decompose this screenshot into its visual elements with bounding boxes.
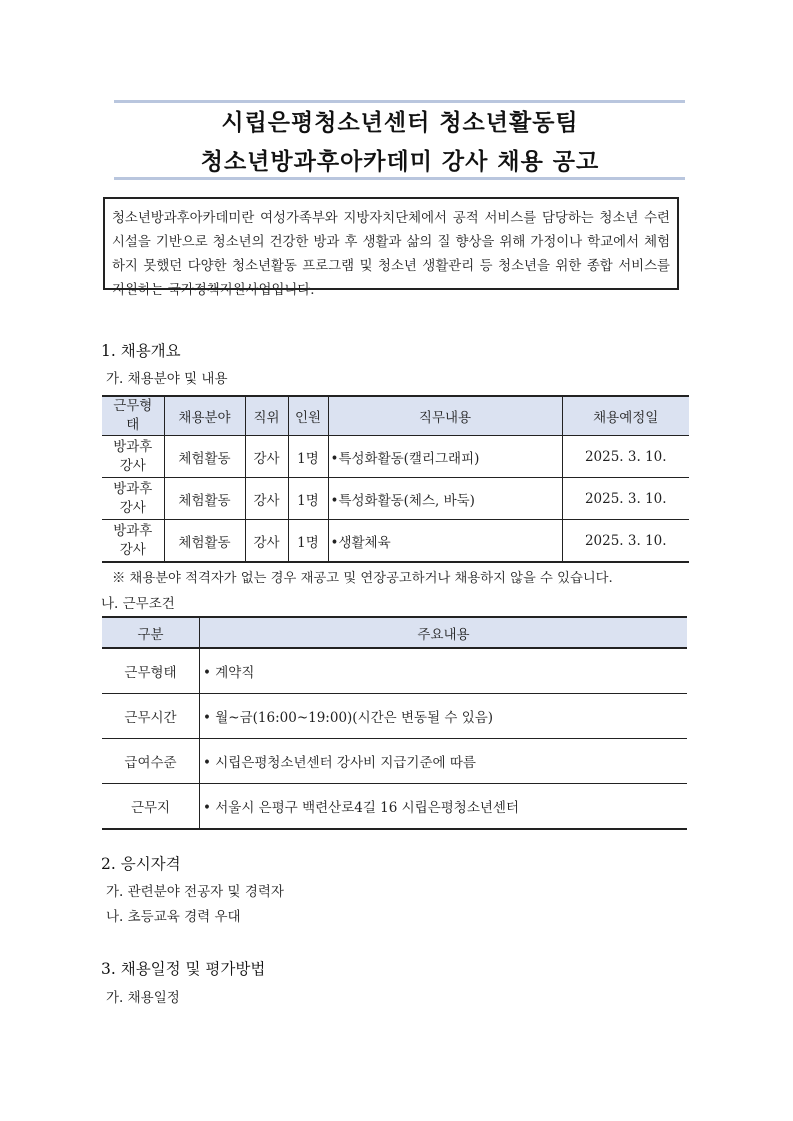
section-1-sub-a: 가. 채용분야 및 내용 <box>106 371 228 387</box>
section-2-item-a: 가. 관련분야 전공자 및 경력자 <box>106 884 284 900</box>
header-date: 채용예정일 <box>562 396 689 436</box>
title-line-2: 청소년방과후아카데미 강사 채용 공고 <box>200 148 600 175</box>
row-duty: •생활체육 <box>328 520 562 563</box>
recruitment-note: ※ 채용분야 적격자가 없는 경우 재공고 및 연장공고하거나 채용하지 않을 수 있습니다. <box>112 571 613 586</box>
header-work-type-line1: 근무형 <box>113 398 153 414</box>
header-content: 주요내용 <box>200 617 688 648</box>
row-count: 1명 <box>288 478 328 520</box>
row-position: 강사 <box>245 478 288 520</box>
table-row <box>102 784 687 830</box>
row-duty: •특성화활동(체스, 바둑) <box>328 478 562 520</box>
row-duty: •특성화활동(캘리그래피) <box>328 436 562 478</box>
row-work-type-line1: 방과후 <box>113 522 153 539</box>
condition-value: • 월~금(16:00~19:00)(시간은 변동될 수 있음) <box>200 694 688 739</box>
section-2-heading: 2. 응시자격 <box>101 855 181 873</box>
recruitment-table-header <box>102 396 689 436</box>
table-row <box>102 520 689 563</box>
section-3-heading: 3. 채용일정 및 평가방법 <box>101 960 266 978</box>
row-field: 체험활동 <box>164 478 245 520</box>
condition-label: 근무지 <box>102 784 200 830</box>
header-duty: 직무내용 <box>328 396 562 436</box>
header-category: 구분 <box>102 617 200 648</box>
row-count: 1명 <box>288 520 328 563</box>
section-3-item-a: 가. 채용일정 <box>106 990 180 1006</box>
table-row <box>102 648 687 694</box>
table-row <box>102 739 687 784</box>
row-date: 2025. 3. 10. <box>562 520 689 563</box>
row-date: 2025. 3. 10. <box>562 436 689 478</box>
section-2-item-b: 나. 초등교육 경력 우대 <box>106 909 241 925</box>
row-count: 1명 <box>288 436 328 478</box>
title-bottom-rule <box>114 177 685 180</box>
row-work-type-line2: 강사 <box>119 457 146 474</box>
header-work-type-line2: 태 <box>126 417 140 433</box>
intro-box: 청소년방과후아카데미란 여성가족부와 지방자치단체에서 공적 서비스를 담당하는 청소년 수련시설을 기반으로 청소년의 건강한 방과 후 생활과 삶의 질 향상을 위해 가정이나 학교에서 체험하지 못했던 다양한 청소년활동 프로그램 및 청소년 생활관리 등 청소년을 위한 종합 서비스를 지원하는 국가정책지원사업입니다. <box>103 197 679 290</box>
row-date: 2025. 3. 10. <box>562 478 689 520</box>
row-position: 강사 <box>245 520 288 563</box>
section-1-heading: 1. 채용개요 <box>101 342 181 360</box>
header-work-type <box>102 396 164 436</box>
recruitment-table <box>102 395 689 563</box>
condition-value: • 계약직 <box>200 648 688 694</box>
title-line-1: 시립은평청소년센터 청소년활동팀 <box>221 109 579 136</box>
condition-label: 급여수준 <box>102 739 200 784</box>
condition-label: 근무형태 <box>102 648 200 694</box>
row-field: 체험활동 <box>164 436 245 478</box>
table-row <box>102 436 689 478</box>
conditions-table-header <box>102 617 687 648</box>
conditions-table <box>102 616 687 830</box>
table-row <box>102 478 689 520</box>
condition-value: • 시립은평청소년센터 강사비 지급기준에 따름 <box>200 739 688 784</box>
table-row <box>102 694 687 739</box>
row-work-type-line1: 방과후 <box>113 480 153 497</box>
row-work-type-line2: 강사 <box>119 499 146 516</box>
row-work-type-line2: 강사 <box>119 541 146 558</box>
header-field: 채용분야 <box>164 396 245 436</box>
section-1-sub-b: 나. 근무조건 <box>101 596 175 612</box>
row-field: 체험활동 <box>164 520 245 563</box>
title-top-rule <box>114 100 685 103</box>
row-position: 강사 <box>245 436 288 478</box>
condition-value: • 서울시 은평구 백련산로4길 16 시립은평청소년센터 <box>200 784 688 830</box>
condition-label: 근무시간 <box>102 694 200 739</box>
header-position: 직위 <box>245 396 288 436</box>
row-work-type-line1: 방과후 <box>113 438 153 455</box>
header-count: 인원 <box>288 396 328 436</box>
